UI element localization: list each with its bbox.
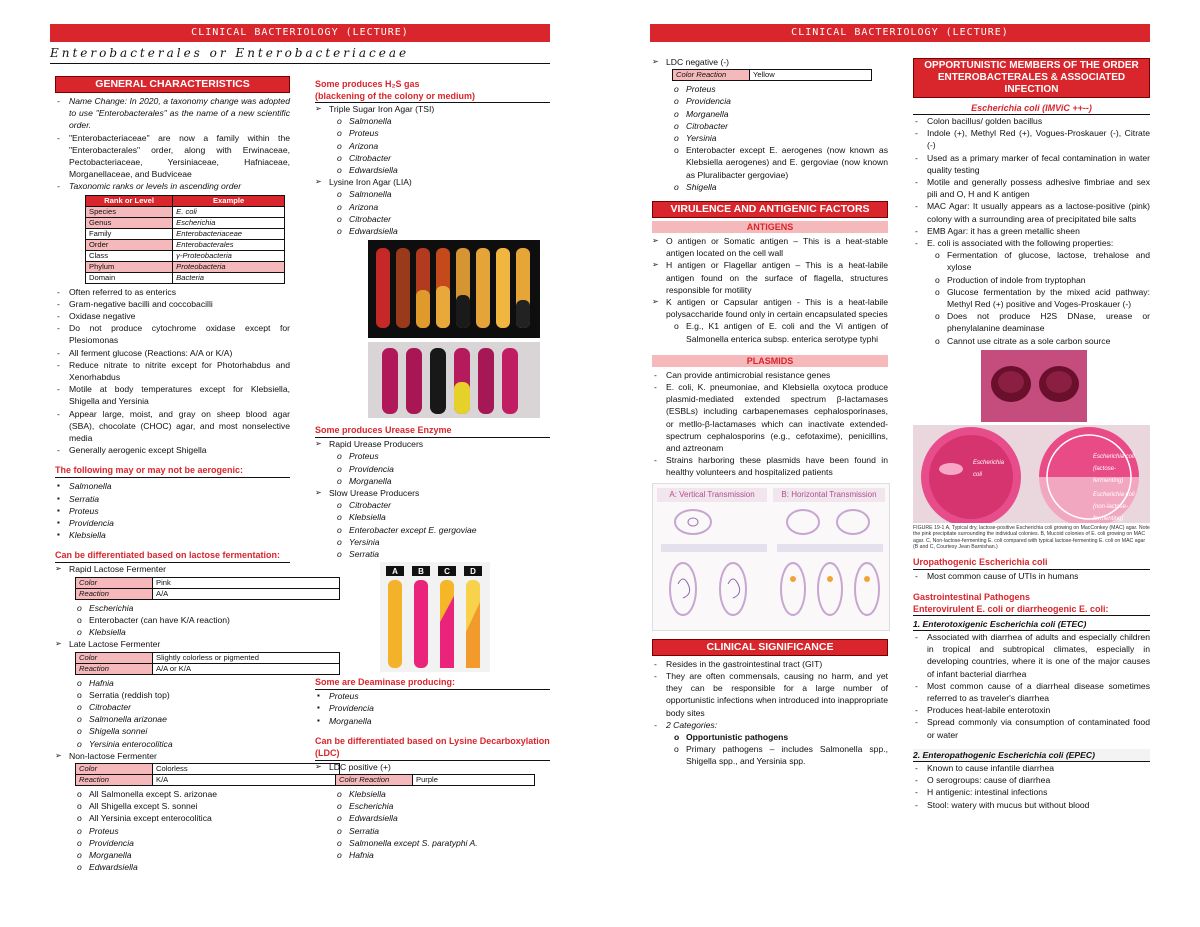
list-item: - Motile and generally possess adhesive fimbriae and sex pili and O, H and K antigen [913, 176, 1150, 200]
table-row: Genus Escherichia [86, 217, 285, 228]
list-item: ➢ LDC negative (-) [652, 56, 888, 68]
list-item: o Edwardsiella [55, 861, 290, 873]
tube-label: B [418, 567, 424, 577]
title-rule [50, 63, 550, 64]
list-item: o Hafnia [315, 849, 550, 861]
tubes-illustration [368, 240, 540, 338]
table-row: Class γ-Proteobacteria [86, 250, 285, 261]
list-item: ➢ Late Lactose Fermenter [55, 638, 290, 650]
list-item: - Name Change: In 2020, a taxonomy change was adopted to use "Enterobacterales" as the name of a new scientific order. [55, 95, 290, 132]
list-item: ▪ Salmonella [55, 480, 290, 492]
list-item: o Glucose fermentation by the mixed acid pathway: Methyl Red (+) positive and Voges-Proskauer (-) [913, 286, 1150, 310]
list-item: ▪ Klebsiella [55, 529, 290, 541]
plate-label: Escherichia coli [973, 459, 1005, 479]
list-item: ➢ Lysine Iron Agar (LIA) [315, 176, 550, 188]
list-item: o Arizona [315, 201, 550, 213]
column-3 [652, 56, 888, 768]
tube-label: D [470, 567, 476, 577]
page-header: CLINICAL BACTERIOLOGY (LECTURE) [50, 24, 550, 42]
urease-heading: Some produces Urease Enzyme [315, 425, 452, 436]
list-item: o E.g., K1 antigen of E. coli and the Vi antigen of Salmonella enterica subsp. enterica serotype typhi [652, 320, 888, 344]
general-list-2 [55, 286, 290, 457]
list-item: ➢ O antigen or Somatic antigen – This is a heat-stable antigen located on the cell wall [652, 235, 888, 259]
list-item: - Gram-negative bacilli and coccobacilli [55, 298, 290, 310]
non-lactose-table: Color Colorless Reaction K/A [75, 763, 340, 786]
list-item: - Often referred to as enterics [55, 286, 290, 298]
list-item: o Klebsiella [55, 626, 290, 638]
opportunistic-heading: OPPORTUNISTIC MEMBERS OF THE ORDER ENTEROBACTERALES & ASSOCIATED INFECTION [913, 58, 1150, 98]
table-row: Order Enterobacterales [86, 239, 285, 250]
list-item: o Yersinia [652, 132, 888, 144]
list-item: o Enterobacter (can have K/A reaction) [55, 614, 290, 626]
list-item: - Resides in the gastrointestinal tract (GIT) [652, 658, 888, 670]
list-item: o Opportunistic pathogens [652, 731, 888, 743]
list-item: ▪ Proteus [55, 505, 290, 517]
h2s-subheading: (blackening of the colony or medium) [315, 91, 476, 101]
tsi-tubes-photo [368, 240, 540, 338]
upec-heading: Uropathogenic Escherichia coli [913, 557, 1048, 568]
list-item: - Used as a primary marker of fecal contamination in water quality testing [913, 152, 1150, 176]
list-item: o Shigella sonnei [55, 725, 290, 737]
list-item: o Enterobacter except E. aerogenes (now known as Klebsiella aerogenes) and E. gergoviae (now known as Pluralibacter gergoviae) [652, 144, 888, 181]
list-item: o Arizona [315, 140, 550, 152]
list-item: o Morganella [55, 849, 290, 861]
list-item: o Yersinia enterocolitica [55, 738, 290, 750]
list-item: - Reduce nitrate to nitrite except for Photorhabdus and Xenorhabdus [55, 359, 290, 383]
list-item: - Appear large, moist, and gray on sheep blood agar (SBA), chocolate (CHOC) agar, and most nonselective media [55, 408, 290, 445]
aerogenic-heading: The following may or may not be aerogenic: [55, 465, 244, 476]
list-item: o Proteus [652, 83, 888, 95]
list-item: o Escherichia [55, 602, 290, 614]
list-item: o Klebsiella [315, 511, 550, 523]
ecoli-heading: Escherichia coli (IMViC ++--) [971, 103, 1092, 113]
list-item: o Citrobacter [315, 213, 550, 225]
list-item: - Colon bacillus/ golden bacillus [913, 115, 1150, 127]
list-item: - Motile at body temperatures except for Klebsiella, Shigella and Yersinia [55, 383, 290, 407]
list-item: o Morganella [652, 108, 888, 120]
tubes-illustration [380, 562, 490, 672]
page-right [600, 0, 1200, 927]
list-item: o Proteus [315, 450, 550, 462]
list-item: o Salmonella [315, 188, 550, 200]
etec-heading: 1. Enterotoxigenic Escherichia coli (ETEC) [913, 618, 1087, 629]
lactose-heading: Can be differentiated based on lactose fermentation: [55, 550, 281, 561]
list-item: ▪ Providencia [315, 702, 550, 714]
column-1 [55, 74, 290, 873]
tubes-illustration [368, 342, 540, 418]
list-item: o Escherichia [315, 800, 550, 812]
list-item: - Stool: watery with mucus but without blood [913, 799, 1150, 811]
list-item: o Providencia [652, 95, 888, 107]
table-header: Rank or Level [86, 195, 173, 206]
h2s-heading: Some produces H₂S gas [315, 79, 420, 89]
list-item: o Enterobacter except E. gergoviae [315, 524, 550, 536]
general-list [55, 95, 290, 193]
plasmid-transmission-diagram [652, 483, 890, 631]
list-item: o Citrobacter [55, 701, 290, 713]
mac-agar-plates-photo [913, 425, 1150, 523]
list-item: - 2 Categories: [652, 719, 888, 731]
document-title: Enterobacterales or Enterobacteriaceae [50, 46, 410, 60]
horizontal-transmission-label: B: Horizontal Transmission [773, 488, 885, 502]
list-item: - Indole (+), Methyl Red (+), Vogues-Proskauer (-), Citrate (-) [913, 127, 1150, 151]
list-item: - E. coli, K. pneumoniae, and Klebsiella oxytoca produce plasmid-mediated extended spectrum β-lactamases (ESBLs) including carbapenemases cephalosporinases, or metllo-β-lactamases which can inactivate extended-spectrum cephalosporins (e.g., cefotaxime), penicillins, and aztreonam [652, 381, 888, 454]
list-item: - Most common cause of UTIs in humans [913, 570, 1150, 582]
list-item: o Serratia [315, 825, 550, 837]
list-item: o Primary pathogens – includes Salmonella spp., Shigella spp., and Yersinia spp. [652, 743, 888, 767]
clinical-significance-heading: CLINICAL SIGNIFICANCE [652, 639, 888, 656]
list-item: ➢ H antigen or Flagellar antigen – This is a heat-labile antigen found on the surface of flagella, structures responsible for motility [652, 259, 888, 296]
list-item: ▪ Providencia [55, 517, 290, 529]
list-item: ➢ Rapid Lactose Fermenter [55, 563, 290, 575]
diagram-illustration [653, 484, 889, 630]
table-header: Example [173, 195, 285, 206]
list-item: o All Shigella except S. sonnei [55, 800, 290, 812]
list-item: - Associated with diarrhea of adults and especially children in tropical and subtropical climates, especially in developing countries, where it is one of the major causes of infant bacterial diarrhea [913, 631, 1150, 680]
list-item: - MAC Agar: It usually appears as a lactose-positive (pink) colony with a surrounding area of precipitated bile salts [913, 200, 1150, 224]
list-item: o Fermentation of glucose, lactose, trehalose and xylose [913, 249, 1150, 273]
list-item: o All Yersinia except enterocolitica [55, 812, 290, 824]
list-item: - Can provide antimicrobial resistance genes [652, 369, 888, 381]
general-characteristics-heading: GENERAL CHARACTERISTICS [55, 76, 290, 93]
list-item: o Shigella [652, 181, 888, 193]
list-item: o Edwardsiella [315, 164, 550, 176]
antigens-label: ANTIGENS [652, 221, 888, 233]
list-item: o Serratia (reddish top) [55, 689, 290, 701]
urease-tubes-photo [380, 562, 490, 672]
column-2 [315, 74, 550, 861]
list-item: o Production of indole from tryptophan [913, 274, 1150, 286]
list-item: o Salmonella except S. paratyphi A. [315, 837, 550, 849]
list-item: - All ferment glucose (Reactions: A/A or K/A) [55, 347, 290, 359]
list-item: ➢ Triple Sugar Iron Agar (TSI) [315, 103, 550, 115]
page-header: CLINICAL BACTERIOLOGY (LECTURE) [650, 24, 1150, 42]
list-item: - Strains harboring these plasmids have been found in healthy volunteers and hospitalized patients [652, 454, 888, 478]
tube-label: A [392, 567, 398, 577]
list-item: - E. coli is associated with the following properties: [913, 237, 1150, 249]
list-item: - Taxonomic ranks or levels in ascending order [55, 180, 290, 192]
list-item: o Providencia [315, 463, 550, 475]
list-item: - Spread commonly via consumption of contaminated food or water [913, 716, 1150, 740]
list-item: - Known to cause infantile diarrhea [913, 762, 1150, 774]
list-item: - Most common cause of a diarrheal disease sometimes referred to as traveler's diarrhea [913, 680, 1150, 704]
list-item: - Produces heat-labile enterotoxin [913, 704, 1150, 716]
table-row: Phylum Proteobacteria [86, 261, 285, 272]
list-item: o Providencia [55, 837, 290, 849]
list-item: - O serogroups: cause of diarrhea [913, 774, 1150, 786]
list-item: - H antigenic: intestinal infections [913, 786, 1150, 798]
list-item: o Proteus [315, 127, 550, 139]
list-item: ➢ K antigen or Capsular antigen - This is a heat-labile polysaccharide found only in certain encapsulated species [652, 296, 888, 320]
list-item: o Cannot use citrate as a sole carbon source [913, 335, 1150, 347]
list-item: o Edwardsiella [315, 812, 550, 824]
column-4 [913, 56, 1150, 811]
gi-subheading: Enterovirulent E. coli or diarrheogenic E. coli: [913, 603, 1109, 614]
list-item: o Citrobacter [315, 152, 550, 164]
taxonomy-table [85, 195, 285, 284]
list-item: - Oxidase negative [55, 310, 290, 322]
ldc-negative-table: Color Reaction Yellow [672, 69, 872, 81]
emb-agar-photo [981, 350, 1087, 422]
list-item: - Generally aerogenic except Shigella [55, 444, 290, 456]
colonies-illustration [981, 350, 1087, 422]
list-item: o Edwardsiella [315, 225, 550, 237]
aerogenic-list [55, 480, 290, 541]
list-item: ➢ Rapid Urease Producers [315, 438, 550, 450]
list-item: o Hafnia [55, 677, 290, 689]
plate-label: Escherichia coli (non-lactose-fermenting) [1093, 491, 1135, 523]
list-item: ➢ Slow Urease Producers [315, 487, 550, 499]
deaminase-heading: Some are Deaminase producing: [315, 677, 456, 688]
list-item: ➢ LDC positive (+) [315, 761, 550, 773]
lia-tubes-photo [368, 342, 540, 418]
list-item: - "Enterobacteriaceae" are now a family within the "Enterobacterales" order, along with Erwinaceae, Pectobacteriaceae, Yersiniaceae, Hafniaceae, Morganellaceae, and Budviceae [55, 132, 290, 181]
tube-label: C [444, 567, 450, 577]
table-row: Species E. coli [86, 206, 285, 217]
list-item: o Yersinia [315, 536, 550, 548]
virulence-heading: VIRULENCE AND ANTIGENIC FACTORS [652, 201, 888, 218]
list-item: ▪ Serratia [55, 493, 290, 505]
vertical-transmission-label: A: Vertical Transmission [657, 488, 767, 502]
rapid-lactose-table: Color Pink Reaction A/A [75, 577, 340, 600]
list-item: ▪ Morganella [315, 715, 550, 727]
list-item: o Salmonella [315, 115, 550, 127]
list-item: o Citrobacter [652, 120, 888, 132]
list-item: o Salmonella arizonae [55, 713, 290, 725]
ldc-heading: Can be differentiated based on Lysine Decarboxylation (LDC) [315, 735, 550, 758]
list-item: o Serratia [315, 548, 550, 560]
late-lactose-table: Color Slightly colorless or pigmented Reaction A/A or K/A [75, 652, 340, 675]
list-item: o Morganella [315, 475, 550, 487]
gi-heading: Gastrointestinal Pathogens [913, 591, 1031, 602]
epec-heading: 2. Enteropathogenic Escherichia coli (EPEC) [913, 749, 1150, 761]
list-item: ▪ Proteus [315, 690, 550, 702]
list-item: o All Salmonella except S. arizonae [55, 788, 290, 800]
list-item: o Does not produce H2S DNase, urease or phenylalanine deaminase [913, 310, 1150, 334]
list-item: - Do not produce cytochrome oxidase except for Plesiomonas [55, 322, 290, 346]
list-item: o Citrobacter [315, 499, 550, 511]
list-item: o Klebsiella [315, 788, 550, 800]
table-row: Family Enterobacteriaceae [86, 228, 285, 239]
list-item: ➢ Non-lactose Fermenter [55, 750, 290, 762]
table-row: Domain Bacteria [86, 272, 285, 283]
list-item: - EMB Agar: it has a green metallic sheen [913, 225, 1150, 237]
list-item: - They are often commensals, causing no harm, and yet they can be responsible for a large number of opportunistic infections when introduced into inappropriate body sites [652, 670, 888, 719]
figure-caption: FIGURE 19-1 A, Typical dry, lactose-positive Escherichia coli growing on MacConkey (MAC) agar. Note the pink precipitate surrounding the individual colonies. B, Mucoid colonies of E. coli growing on MAC agar. C, Non-lactose-fermenting E. coli compared with typical lactose-fermenting E. coli on MAC agar (B and C, Courtesy Jean Barnishan.) [913, 524, 1150, 551]
plate-label: Escherichia coli (lactose-fermenting) [1093, 453, 1135, 485]
plasmids-label: PLASMIDS [652, 355, 888, 367]
list-item: o Proteus [55, 825, 290, 837]
ldc-positive-table: Color Reaction Purple [335, 774, 535, 786]
